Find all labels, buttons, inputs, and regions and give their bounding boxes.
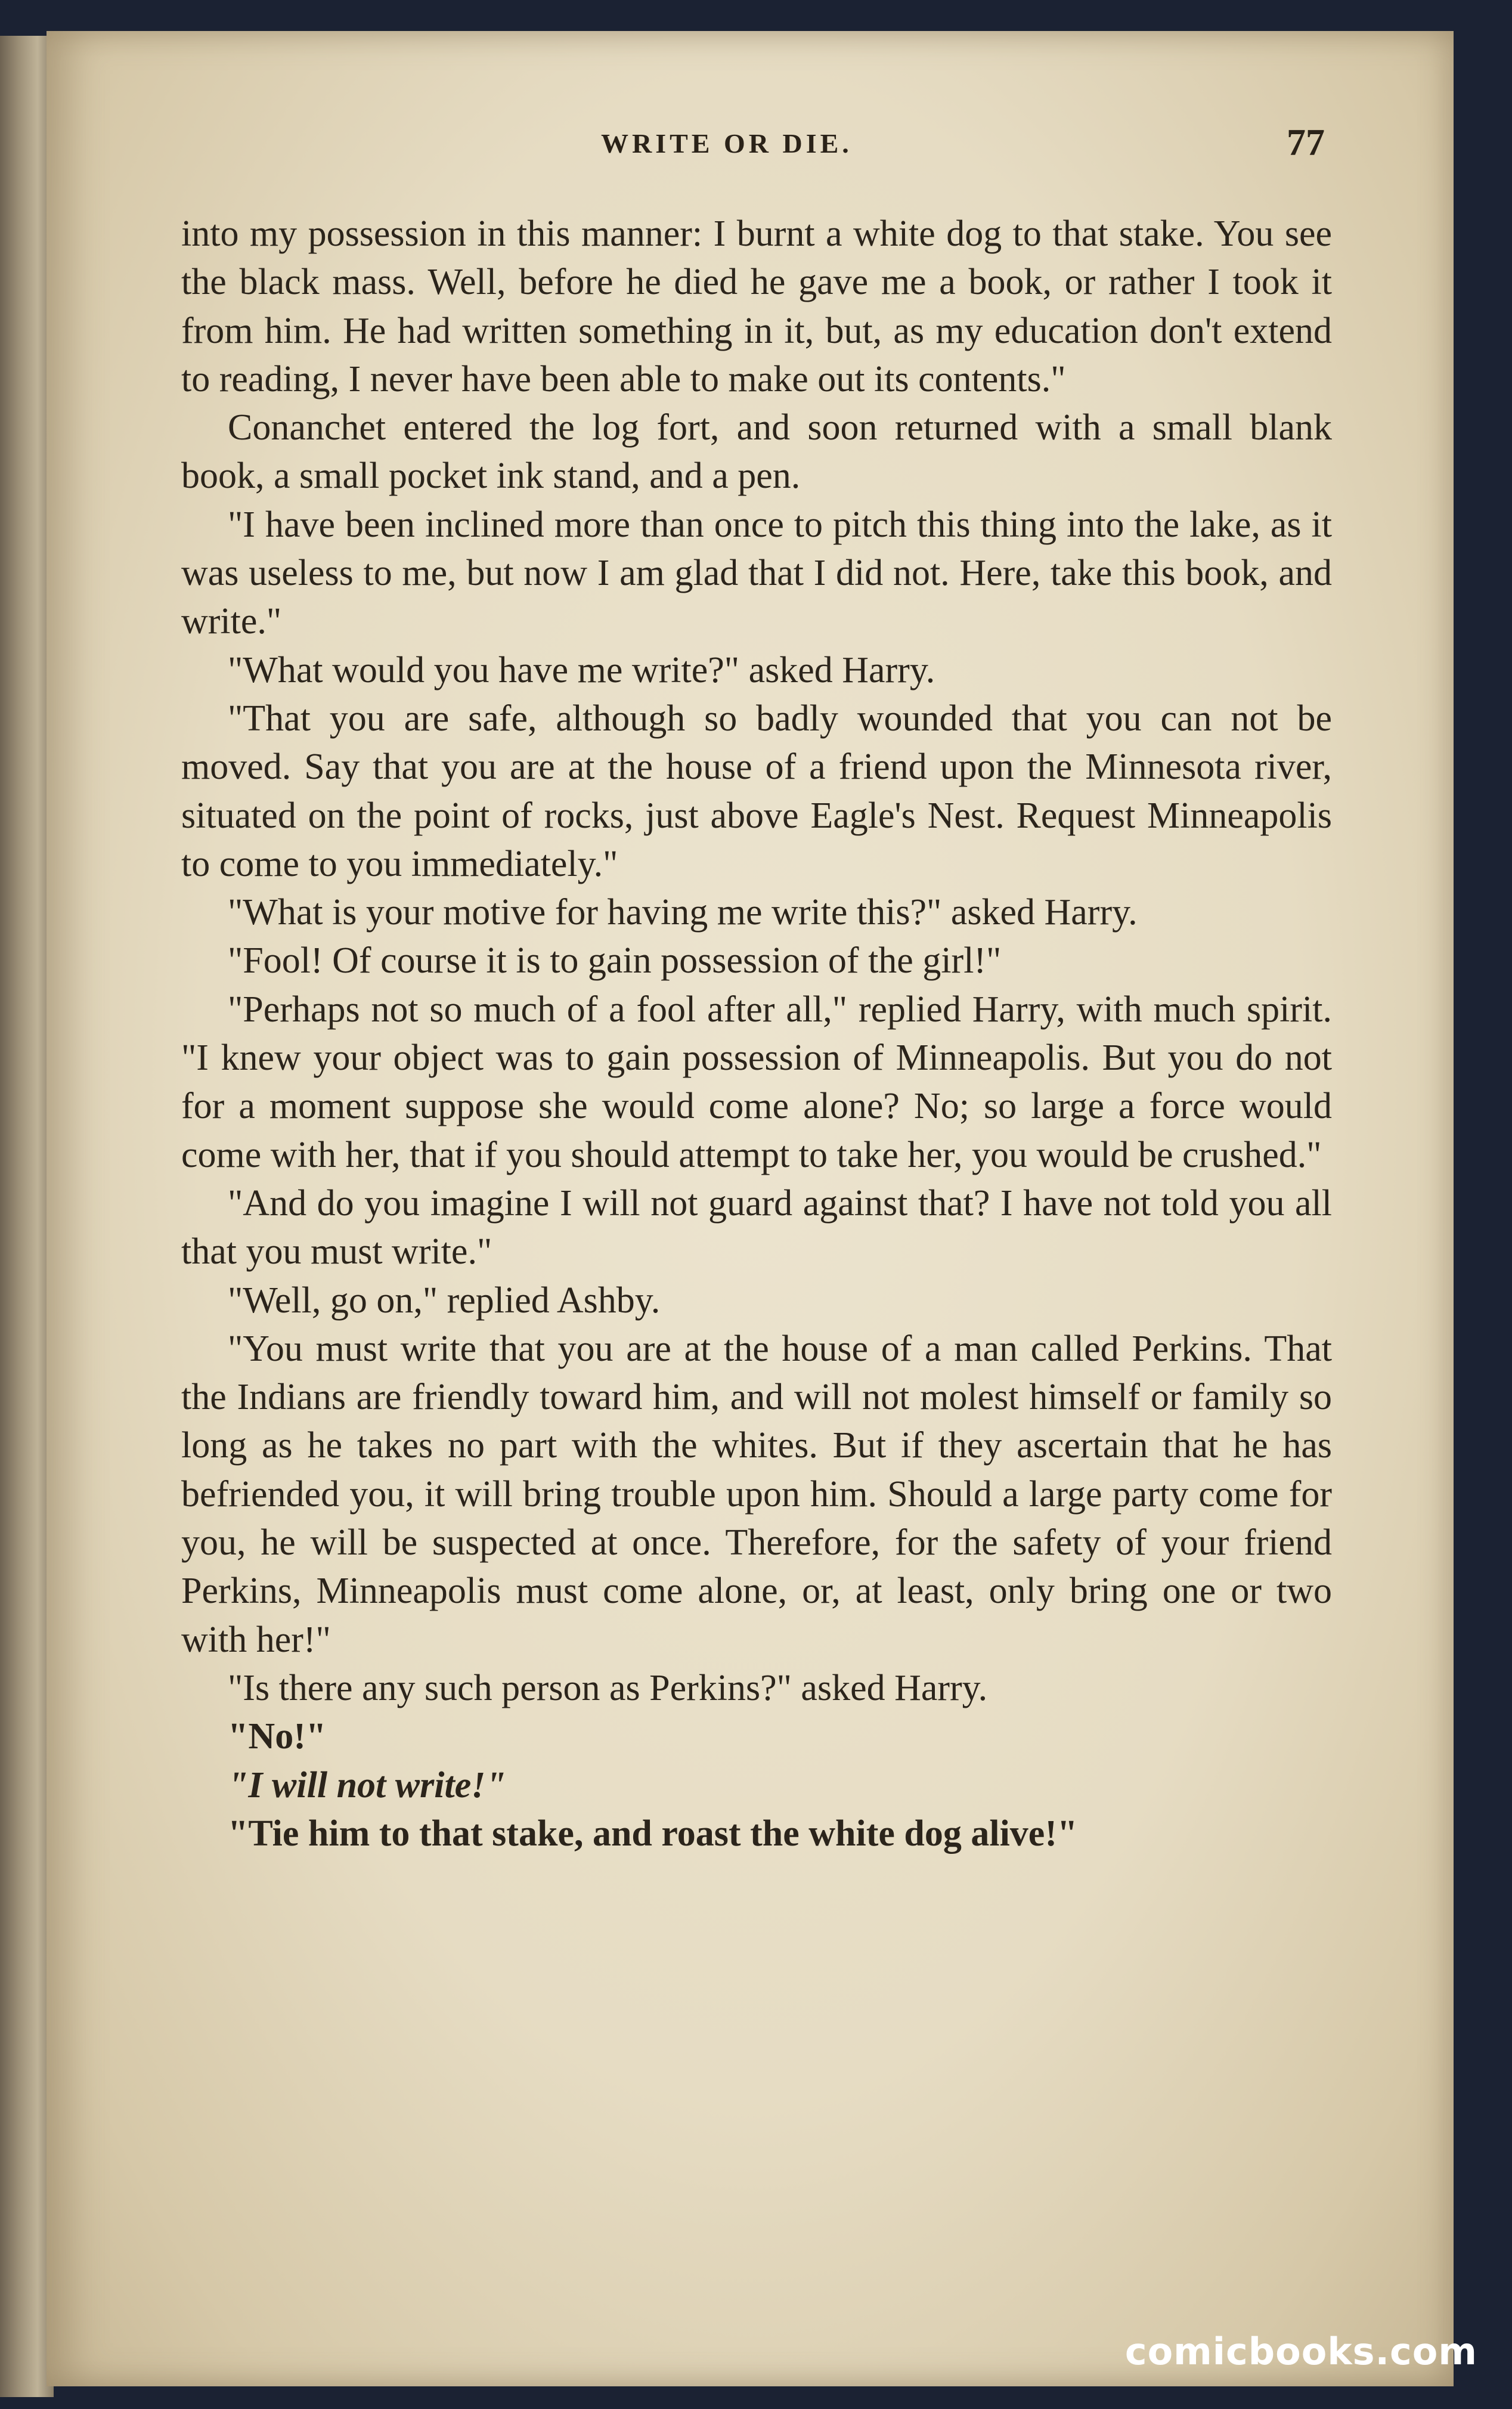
paragraph-12: "Is there any such person as Perkins?" asked Harry. — [228, 1667, 988, 1708]
paragraph-4: "What would you have me write?" asked Harry. — [228, 649, 935, 691]
paragraph-2: Conanchet entered the log fort, and soon returned with a small blank book, a small pocket ink stand, and a pen. — [181, 407, 1332, 497]
running-title: WRITE OR DIE. — [601, 128, 853, 159]
paragraph-7: "Fool! Of course it is to gain possession of the girl!" — [228, 940, 1002, 981]
paragraph-14: "I will not write!" — [228, 1764, 506, 1806]
paragraph-9: "And do you imagine I will not guard against that? I have not told you all that you must write." — [181, 1182, 1332, 1272]
paragraph-10: "Well, go on," replied Ashby. — [228, 1280, 661, 1321]
adjacent-page-edge — [0, 36, 54, 2397]
paragraph-6: "What is your motive for having me write this?" asked Harry. — [228, 892, 1138, 933]
page-number: 77 — [1287, 121, 1325, 163]
paragraph-15: "Tie him to that stake, and roast the white dog alive!" — [228, 1813, 1078, 1854]
book-page — [47, 31, 1454, 2386]
body-text — [181, 210, 1332, 1858]
paragraph-5: "That you are safe, although so badly wounded that you can not be moved. Say that you are at the house of a friend upon the Minnesota river, situated on the point of rocks, just above Eagle's Nest. Request Minneapolis to come to you immediately." — [181, 698, 1332, 884]
paragraph-3: "I have been inclined more than once to pitch this thing into the lake, as it was useless to me, but now I am glad that I did not. Here, take this book, and write." — [181, 504, 1332, 642]
paragraph-8: "Perhaps not so much of a fool after all," replied Harry, with much spirit. "I knew your object was to gain possession of Minneapolis. But you do not for a moment suppose she would come alone? No; so large a force would come with her, that if you should attempt to take her, you would be crushed." — [181, 989, 1332, 1175]
running-head — [47, 120, 1454, 168]
site-watermark: comicbooks.com — [1124, 2330, 1477, 2373]
paragraph-11: "You must write that you are at the house of a man called Perkins. That the Indians are friendly toward him, and will not molest himself or family so long as he takes no part with the whites. But if they ascertain that he has befriended you, it will bring trouble upon him. Should a large party come for you, he will be suspected at once. Therefore, for the safety of your friend Perkins, Minneapolis must come alone, or, at least, only bring one or two with her!" — [181, 1328, 1332, 1660]
paragraph-1: into my possession in this manner: I burnt a white dog to that stake. You see the black mass. Well, before he died he gave me a book, or rather I took it from him. He had written something in it, but, as my education don't extend to reading, I never have been able to make out its contents." — [181, 213, 1332, 400]
paragraph-13: "No!" — [228, 1716, 327, 1757]
